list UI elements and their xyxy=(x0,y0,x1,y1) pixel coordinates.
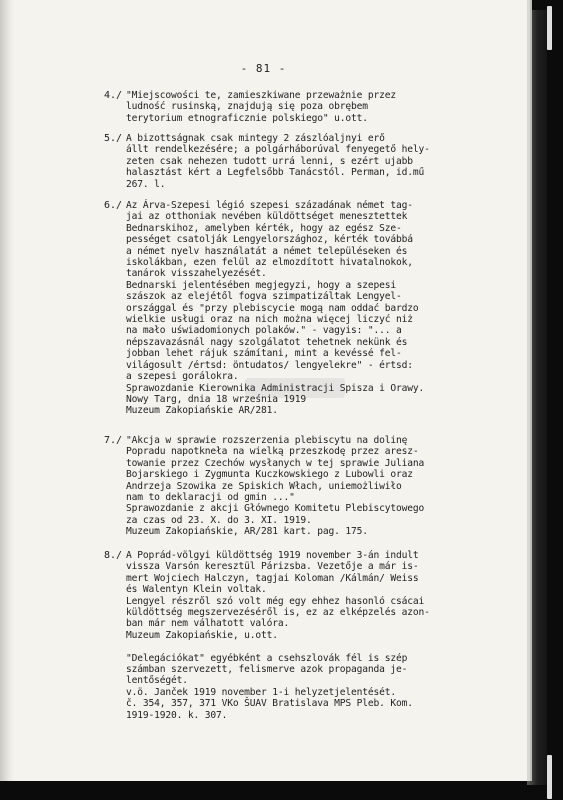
footnote-line: Muzeum Zakopiańskie, AR/281 kart. pag. 175. xyxy=(126,526,368,538)
footnote-line: állt rendelkezésére; a polgárháborúval fenyegető hely- xyxy=(126,144,430,156)
page-number: - 81 - xyxy=(240,62,287,75)
footnote-line: č. 354, 357, 371 VKo ŠUAV Bratislava MPS Pleb. Kom. xyxy=(126,698,413,710)
footnote-line: világosult /értsd: öntudatos/ lengyelekre" - értsd: xyxy=(126,359,413,371)
footnote-line: Bednarski jelentésében megjegyzi, hogy a szepesi xyxy=(126,279,397,291)
footnote-body xyxy=(126,200,504,417)
footnote-number: 4./ xyxy=(104,90,123,101)
footnote-line: jai az otthoniak nevében küldöttséget menesztettek xyxy=(126,211,408,223)
footnote-line: "Delegációkat" egyébként a csehszlovák fél is szép xyxy=(126,652,408,664)
footnote-line: Bednarskihoz, amelyben kérték, hogy az egész Sze- xyxy=(126,222,402,234)
footnote-line: számban szervezett, felismerve azok propaganda je- xyxy=(126,664,408,676)
footnote-number: 7./ xyxy=(104,435,123,446)
footnote-line: towanie przez Czechów wysłanych w tej sprawie Juliana xyxy=(126,457,425,469)
footnote-line: Sprawozdanie Kierownika Administracji Spisza i Orawy. xyxy=(126,382,425,394)
footnote-line: A bizottságnak csak mintegy 2 zászlóaljnyi erő xyxy=(126,133,385,144)
footnote-line: Andrzeja Szowika ze Spiskich Włach, uniemożliwiło xyxy=(126,480,402,492)
footnote-7 xyxy=(104,435,504,538)
footnote-line: tanárok visszahelyezését. xyxy=(126,268,267,280)
footnote-line: és Walentyn Klein voltak. xyxy=(126,584,267,596)
footnote-body xyxy=(126,435,504,538)
footnote-line: Az Árva-Szepesi légió szepesi századának német tag- xyxy=(126,200,413,211)
footnote-number: 6./ xyxy=(104,200,123,211)
footnote-line: ludność rusinską, znajdują się poza obrębem xyxy=(126,101,368,113)
footnote-6 xyxy=(104,200,504,417)
page-binding-shadow xyxy=(0,0,14,781)
footnote-8 xyxy=(104,550,504,721)
footnote-line: ban már nem válhatott valóra. xyxy=(126,618,290,630)
footnote-line: küldöttség megszervezéséről is, ez az elképzelés azon- xyxy=(126,607,430,619)
footnote-line: nam to deklaracji od gmin ..." xyxy=(126,492,295,504)
footnote-line: A Poprád-völgyi küldöttség 1919 november 3-án indult xyxy=(126,550,419,561)
book-cover-edge xyxy=(527,10,547,785)
footnote-line: za czas od 23. X. do 3. XI. 1919. xyxy=(126,514,312,526)
cover-tab-bottom xyxy=(547,755,552,799)
footnote-line: a német nyelv használatát a német településeken és xyxy=(126,245,408,257)
cover-tab-top xyxy=(547,6,552,50)
footnote-4 xyxy=(104,90,504,124)
footnote-body xyxy=(126,550,504,721)
footnote-line: Lengyel részről szó volt még egy ehhez hasonló csácai xyxy=(126,595,425,607)
footnote-line: Popradu napotkneła na wielką przeszkodę przez aresz- xyxy=(126,446,419,458)
footnote-line: v.ö. Janček 1919 november 1-i helyzetjelentését. xyxy=(126,686,397,698)
footnote-line: "Miejscowości te, zamieszkiwane przeważnie przez xyxy=(126,90,397,101)
footnote-line: pességet csatolják Lengyelországhoz, kérték továbbá xyxy=(126,234,413,246)
footnote-line: Bojarskiego i Zygmunta Kuczkowskiego z Lubowli oraz xyxy=(126,469,413,481)
footnote-line: Sprawozdanie z akcji Głównego Komitetu Plebiscytowego xyxy=(126,503,425,515)
footnote-line: vissza Varsón keresztül Párizsba. Vezetője a már is- xyxy=(126,561,419,573)
footnote-line: halasztást kért a Legfelsőbb Tanácstól. Perman, id.mű xyxy=(126,167,425,179)
footnote-number: 5./ xyxy=(104,133,123,144)
footnote-line: Nowy Targ, dnia 18 września 1919 xyxy=(126,393,307,405)
footnote-line: népszavazásnál nagy szolgálatot tehetnek nekünk és xyxy=(126,336,408,348)
footnote-line: iskolákban, ezen felül az elmozdított hivatalnokok, xyxy=(126,257,413,269)
footnote-line: terytorium etnograficznie polskiego" u.ott. xyxy=(126,112,368,124)
footnote-line: 1919-1920. k. 307. xyxy=(126,709,228,721)
footnote-line: zeten csak nehezen tudott urrá lenni, s ezért ujabb xyxy=(126,155,413,167)
footnote-line: országgal és "przy plebiscycie mogą nam oddać bardzo xyxy=(126,302,419,314)
footnote-line xyxy=(126,641,504,652)
footnote-line: lentőségét. xyxy=(126,675,188,687)
footnote-body xyxy=(126,133,504,190)
footnote-line: jobban lehet rájuk számítani, mint a kevéssé fel- xyxy=(126,348,402,360)
footnote-line: wielkie usługi oraz na nich można więcej liczyć niż xyxy=(126,314,413,326)
footnote-number: 8./ xyxy=(104,550,123,561)
footnote-line: a szepesi gorálokra. xyxy=(126,371,239,383)
footnote-line: na mało uświadomionych polaków." - vagyis: "... a xyxy=(126,325,402,337)
footnote-line: Muzeum Zakopiańskie AR/281. xyxy=(126,405,278,417)
footnote-line: "Akcja w sprawie rozszerzenia plebiscytu na dolinę xyxy=(126,435,408,446)
footnote-body xyxy=(126,90,504,124)
footnote-line: mert Wojciech Halczyn, tagjai Koloman /Kálmán/ Weiss xyxy=(126,572,419,584)
footnote-line: Muzeum Zakopiańskie, u.ott. xyxy=(126,629,278,641)
footnote-5 xyxy=(104,133,504,190)
footnote-line: 267. l. xyxy=(126,178,166,190)
footnote-line: szászok az elejétől fogva szimpatizáltak Lengyel- xyxy=(126,291,402,303)
